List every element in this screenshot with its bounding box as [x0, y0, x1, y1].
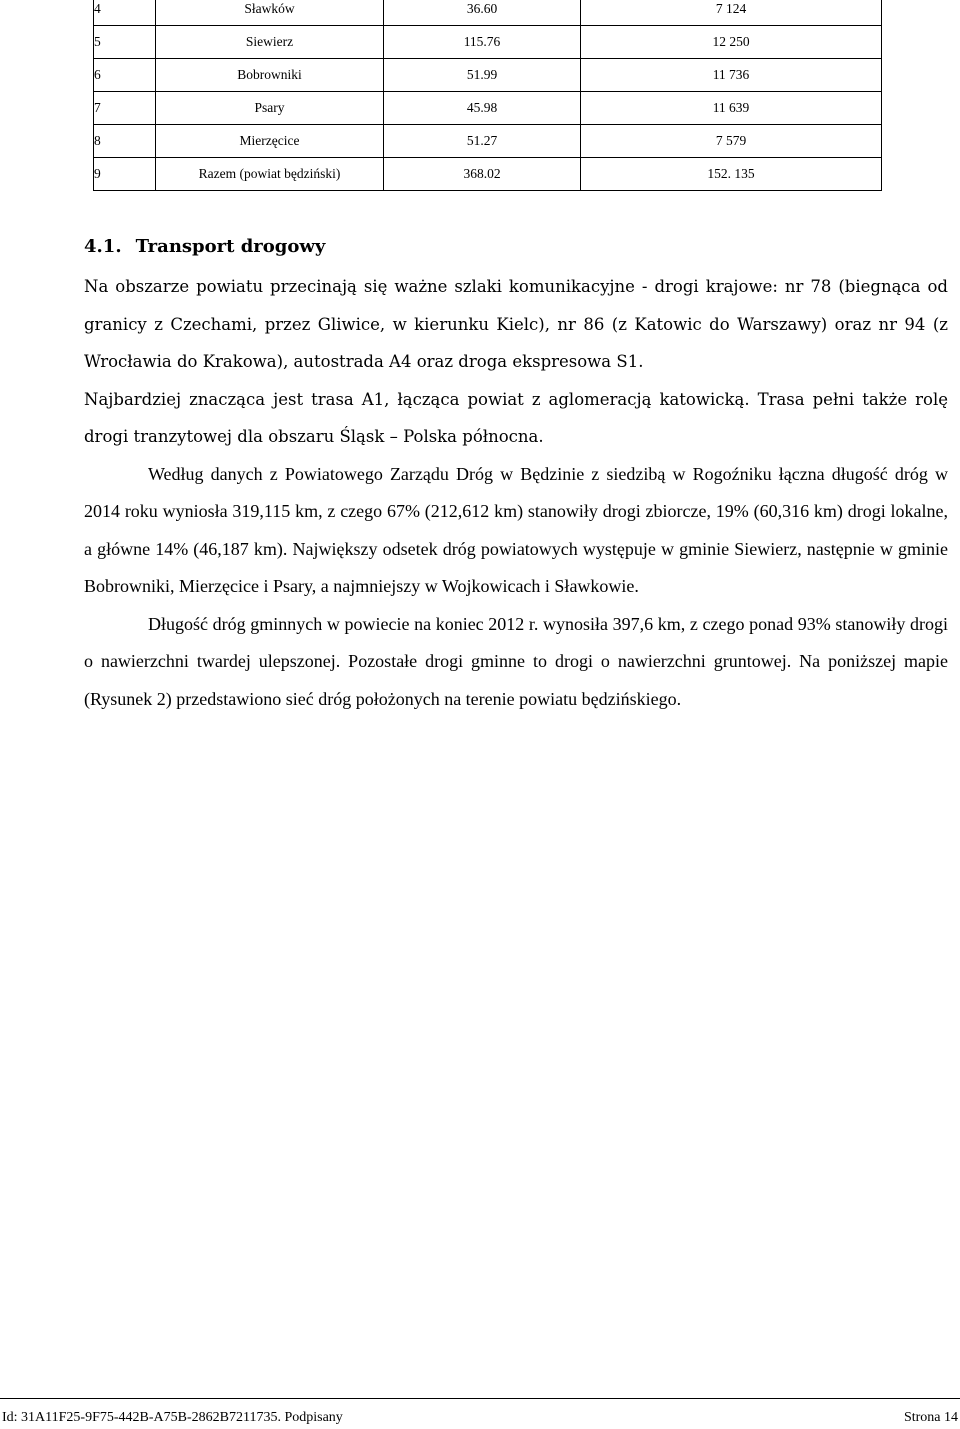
cell-name: Mierzęcice	[156, 125, 384, 158]
cell-population: 11 736	[581, 59, 882, 92]
section-content	[84, 232, 948, 718]
cell-name: Bobrowniki	[156, 59, 384, 92]
section-number: 4.1.	[84, 236, 122, 257]
municipality-table	[93, 0, 882, 191]
cell-population: 152. 135	[581, 158, 882, 191]
page-footer	[0, 1398, 960, 1429]
paragraph-road-lengths: Według danych z Powiatowego Zarządu Dróg w Będzinie z siedzibą w Rogoźniku łączna długość dróg w 2014 roku wyniosła 319,115 km, z czego 67% (212,612 km) stanowiły drogi zbiorcze, 19% (60,316 km) drogi lokalne, a główne 14% (46,187 km). Największy odsetek dróg powiatowych występuje w gminie Siewierz, następnie w gminie Bobrowniki, Mierzęcice i Psary, a najmniejszy w Wojkowicach i Sławkowie.	[84, 463, 948, 596]
table-body	[94, 0, 882, 191]
cell-area: 51.99	[384, 59, 581, 92]
page-number: Strona 14	[903, 1410, 958, 1425]
table-row	[94, 158, 882, 191]
cell-name: Siewierz	[156, 26, 384, 59]
cell-population: 11 639	[581, 92, 882, 125]
cell-no: 4	[94, 0, 156, 26]
table-row	[94, 26, 882, 59]
table-row	[94, 0, 882, 26]
municipality-table-wrap	[93, 0, 882, 191]
cell-population: 12 250	[581, 26, 882, 59]
cell-area: 368.02	[384, 158, 581, 191]
cell-name: Sławków	[156, 0, 384, 26]
table-row	[94, 125, 882, 158]
section-heading	[84, 232, 948, 262]
paragraph-a1-route: Najbardziej znacząca jest trasa A1, łącząca powiat z aglomeracją katowicką. Trasa pełni także rolę drogi tranzytowej dla obszaru Śląsk – Polska północna.	[84, 389, 948, 446]
cell-no: 9	[94, 158, 156, 191]
cell-no: 5	[94, 26, 156, 59]
cell-area: 36.60	[384, 0, 581, 26]
cell-area: 115.76	[384, 26, 581, 59]
cell-area: 51.27	[384, 125, 581, 158]
table-row	[94, 92, 882, 125]
paragraph-municipal-roads: Długość dróg gminnych w powiecie na koniec 2012 r. wynosiła 397,6 km, z czego ponad 93% stanowiły drogi o nawierzchni twardej ulepszonej. Pozostałe drogi gminne to drogi o nawierzchni gruntowej. Na poniższej mapie (Rysunek 2) przedstawiono sieć dróg położonych na terenie powiatu będzińskiego.	[84, 613, 948, 709]
cell-no: 8	[94, 125, 156, 158]
section-title: Transport drogowy	[135, 236, 326, 257]
cell-population: 7 124	[581, 0, 882, 26]
cell-no: 7	[94, 92, 156, 125]
cell-name: Psary	[156, 92, 384, 125]
document-id: Id: 31A11F25-9F75-442B-A75B-2862B7211735. Podpisany	[2, 1410, 343, 1425]
cell-name: Razem (powiat będziński)	[156, 158, 384, 191]
table-row	[94, 59, 882, 92]
cell-area: 45.98	[384, 92, 581, 125]
paragraph-roads-intro: Na obszarze powiatu przecinają się ważne szlaki komunikacyjne - drogi krajowe: nr 78 (biegnąca od granicy z Czechami, przez Gliwice, w kierunku Kielc), nr 86 (z Katowic do Warszawy) oraz nr 94 (z Wrocławia do Krakowa), autostrada A4 oraz droga ekspresowa S1.	[84, 277, 948, 371]
cell-population: 7 579	[581, 125, 882, 158]
cell-no: 6	[94, 59, 156, 92]
